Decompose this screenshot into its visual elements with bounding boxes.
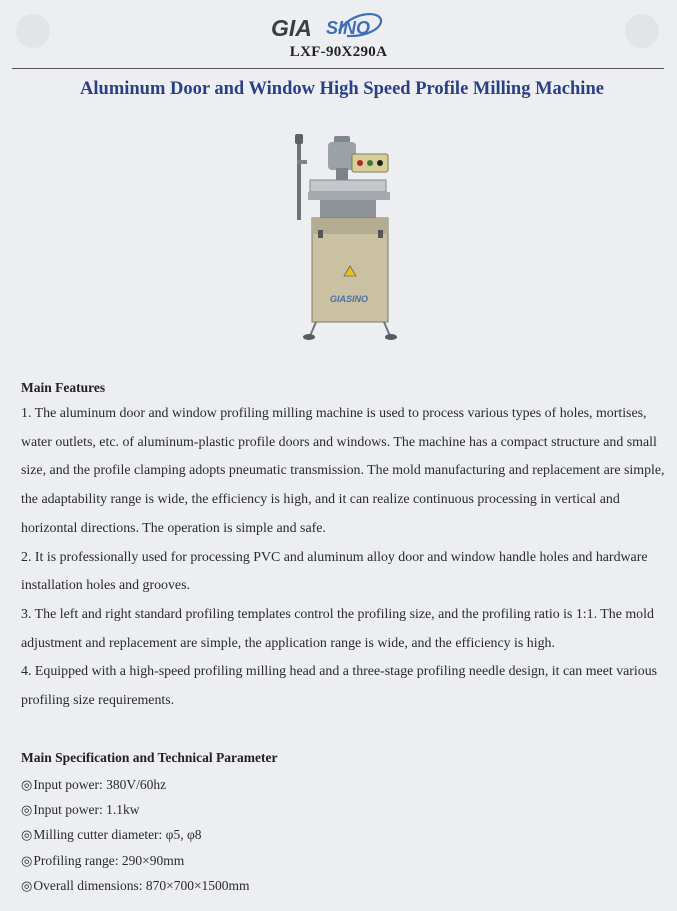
spec-bullet: ◎: [21, 852, 33, 868]
logo-text-sino: SINO: [325, 18, 370, 38]
leg-left: [310, 322, 316, 336]
lever-handle: [295, 134, 303, 144]
spec-item: [21, 848, 661, 873]
spec-text: Overall dimensions: 870×700×1500mm: [33, 877, 250, 893]
specs-heading: Main Specification and Technical Parameter: [21, 750, 278, 765]
button-green: [367, 160, 373, 166]
features-list: [21, 400, 666, 716]
cabinet-latch-right: [378, 230, 383, 238]
spec-text: Input power: 380V/60hz: [33, 777, 167, 792]
header-divider: [12, 68, 664, 69]
spec-bullet: ◎: [21, 802, 33, 818]
milling-machine-illustration: [290, 132, 405, 342]
leg-right: [384, 322, 390, 336]
brand-logo: [0, 8, 677, 44]
button-red: [357, 160, 363, 166]
cabinet-latch-left: [318, 230, 323, 238]
page-title: Aluminum Door and Window High Speed Profile Milling Machine: [80, 79, 604, 99]
spec-item: [21, 822, 661, 847]
spec-item: [21, 797, 661, 822]
lever-rod: [297, 138, 301, 220]
foot-left: [303, 334, 315, 340]
spec-text: Profiling range: 290×90mm: [33, 852, 185, 868]
cabinet-top: [312, 218, 388, 234]
spec-bullet: ◎: [21, 827, 33, 843]
model-number: LXF-90X290A: [289, 44, 388, 60]
feature-item: 1. The aluminum door and window profiling milling machine is used to process various types of holes, mortises, water outlets, etc. of aluminum-plastic profile doors and windows. The machine has a compact structure and small size, and the profile clamping adopts pneumatic transmission. The mold manufacturing and replacement are simple, the adaptability range is wide, the efficiency is high, and it can realize continuous processing in vertical and horizontal directions. The operation is simple and safe.: [21, 406, 665, 536]
specs-list: [21, 772, 661, 898]
cabinet-logo: GIASINO: [330, 294, 369, 304]
brand-logo-graphic: [269, 8, 409, 44]
spec-bullet: ◎: [21, 777, 33, 792]
spec-text: Milling cutter diameter: φ5, φ8: [33, 827, 202, 843]
feature-item: 2. It is professionally used for processing PVC and aluminum alloy door and window handle holes and hardware installation holes and grooves.: [21, 549, 648, 594]
profile-clamp: [308, 192, 390, 200]
motor-cap: [334, 136, 350, 143]
spec-bullet: ◎: [21, 877, 33, 893]
features-heading: Main Features: [21, 380, 106, 395]
feature-item: 3. The left and right standard profiling templates control the profiling size, and the profiling ratio is 1:1. The mold adjustment and replacement are simple, the application range is wide, and the efficiency is high.: [21, 606, 654, 651]
foot-right: [385, 334, 397, 340]
button-black: [377, 160, 383, 166]
machine-photo: [290, 132, 405, 347]
lever-bracket: [297, 160, 307, 164]
spec-item: [21, 772, 661, 797]
table-base: [320, 200, 376, 220]
spec-text: Input power: 1.1kw: [33, 802, 140, 818]
worktable: [310, 180, 386, 192]
logo-text-gia: GIA: [270, 15, 312, 41]
feature-item: 4. Equipped with a high-speed profiling milling head and a three-stage profiling needle design, it can meet various profiling size requirements.: [21, 664, 658, 709]
spec-item: [21, 873, 661, 898]
